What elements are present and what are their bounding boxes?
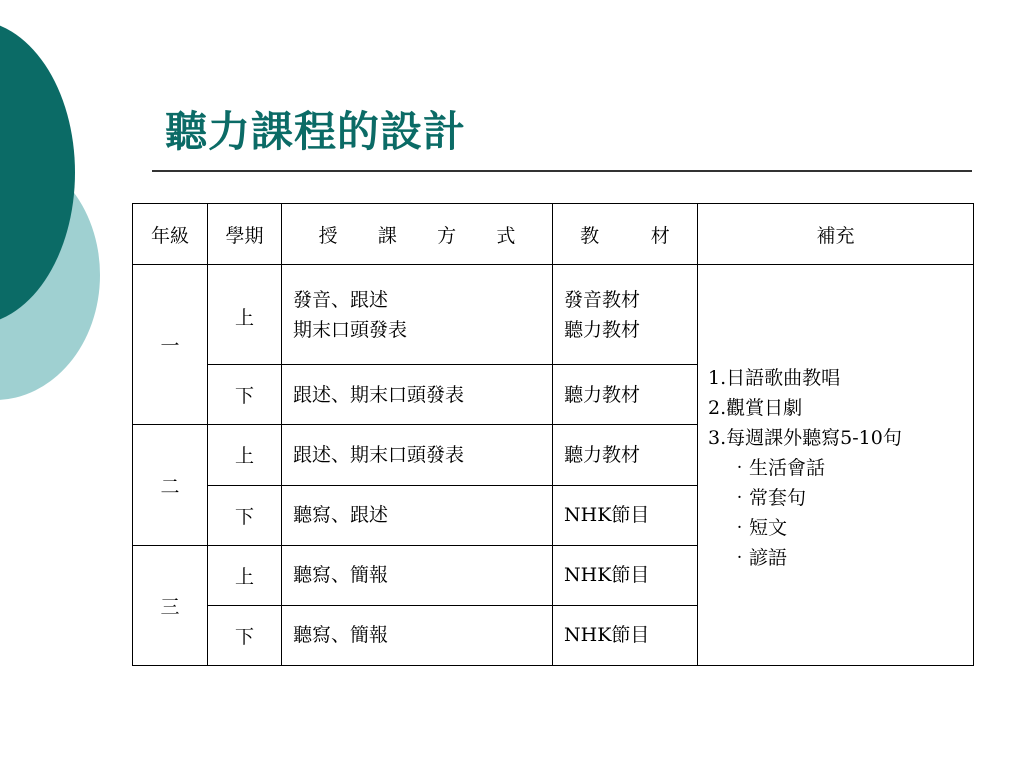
semester-cell: 上 bbox=[208, 545, 282, 605]
semester-cell: 下 bbox=[208, 485, 282, 545]
material-line: 發音教材 bbox=[564, 289, 641, 311]
material-line: NHK節目 bbox=[564, 504, 650, 527]
method-line: 聽寫、跟述 bbox=[293, 504, 389, 527]
semester-cell: 下 bbox=[208, 605, 282, 665]
header-semester: 學期 bbox=[208, 204, 282, 265]
supplement-item: 3.每週課外聽寫5-10句 bbox=[708, 427, 902, 449]
table-header-row bbox=[133, 204, 974, 265]
title-divider bbox=[152, 170, 972, 172]
header-method bbox=[282, 204, 553, 265]
material-line: NHK節目 bbox=[564, 564, 650, 587]
material-line: 聽力教材 bbox=[564, 443, 641, 466]
material-line: NHK節目 bbox=[564, 624, 650, 647]
header-supplement: 補充 bbox=[698, 204, 974, 265]
supplement-item: 2.觀賞日劇 bbox=[708, 397, 803, 419]
method-cell bbox=[282, 605, 553, 665]
header-materials bbox=[553, 204, 698, 265]
curriculum-table bbox=[132, 203, 974, 666]
materials-cell bbox=[553, 605, 698, 665]
materials-cell bbox=[553, 265, 698, 365]
slide-title: 聽力課程的設計 bbox=[165, 107, 467, 156]
header-grade: 年級 bbox=[133, 204, 208, 265]
header-materials-label: 教 材 bbox=[580, 224, 693, 247]
grade-cell: 三 bbox=[133, 545, 208, 665]
supplement-sub-item: ‧生活會話 bbox=[730, 457, 826, 479]
material-line: 聽力教材 bbox=[564, 383, 641, 406]
method-line: 跟述、期末口頭發表 bbox=[293, 383, 465, 406]
method-line: 聽寫、簡報 bbox=[293, 624, 389, 647]
method-line: 期末口頭發表 bbox=[293, 319, 408, 341]
method-line: 跟述、期末口頭發表 bbox=[293, 443, 465, 466]
supplement-cell bbox=[698, 265, 974, 666]
semester-cell: 上 bbox=[208, 265, 282, 365]
materials-cell bbox=[553, 485, 698, 545]
header-method-label: 授 課 方 式 bbox=[318, 224, 533, 247]
method-cell bbox=[282, 265, 553, 365]
grade-cell: 二 bbox=[133, 425, 208, 545]
grade-cell: 一 bbox=[133, 265, 208, 425]
semester-cell: 下 bbox=[208, 365, 282, 425]
supplement-item: 1.日語歌曲教唱 bbox=[708, 367, 841, 389]
method-cell bbox=[282, 485, 553, 545]
supplement-sub-item: ‧常套句 bbox=[730, 487, 807, 509]
supplement-sub-item: ‧諺語 bbox=[730, 547, 788, 569]
method-cell bbox=[282, 365, 553, 425]
materials-cell bbox=[553, 365, 698, 425]
material-line: 聽力教材 bbox=[564, 319, 641, 341]
method-line: 聽寫、簡報 bbox=[293, 564, 389, 587]
method-cell bbox=[282, 545, 553, 605]
materials-cell bbox=[553, 545, 698, 605]
method-line: 發音、跟述 bbox=[293, 289, 389, 311]
materials-cell bbox=[553, 425, 698, 485]
semester-cell: 上 bbox=[208, 425, 282, 485]
method-cell bbox=[282, 425, 553, 485]
supplement-sub-item: ‧短文 bbox=[730, 517, 788, 539]
table-row bbox=[133, 265, 974, 365]
